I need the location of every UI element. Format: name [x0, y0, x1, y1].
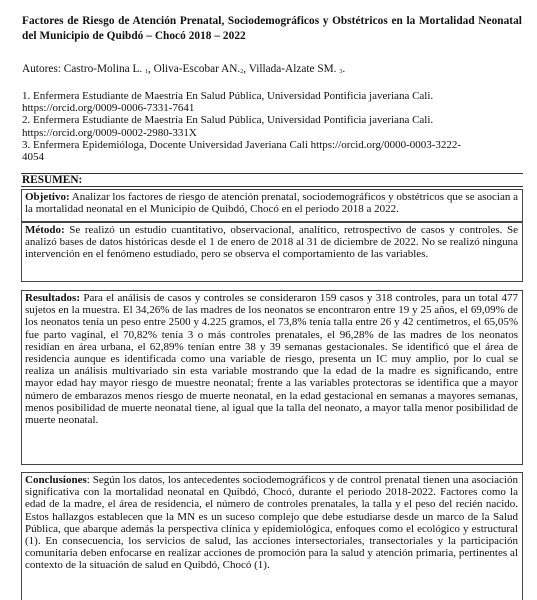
section-text: Se realizó un estudio cuantitativo, observacional, analítico, retrospectivo de casos y controles. Se analizó bases de datos históricas desde el 1 de enero de 2018 al 31 de diciembre de 2022. No se realizó ninguna intervención en el fenómeno estudiado, pero se observa el comportamiento de las variables.	[25, 224, 518, 261]
orcid-link-continuation: 4054	[22, 151, 44, 164]
orcid-link[interactable]: https://orcid.org/0009-0002-2980-331X	[22, 126, 197, 139]
metodo-box	[21, 222, 523, 282]
authors-line: Autores: Castro-Molina L. $_1$, Oliva-Escobar $AN._2$, Villada-Alzate SM. $_3$.	[22, 63, 346, 75]
section-label: Objetivo:	[25, 191, 70, 203]
author-name: Villada-Alzate SM.	[248, 63, 337, 75]
section-text: Analizar los factores de riesgo de atención prenatal, sociodemográficos y obstétricos que se asocian a la mortalidad neonatal en el Municipio de Quibdó, Chocó en el periodo 2018 a 2022.	[25, 191, 518, 216]
author-name: Castro-Molina L.	[63, 63, 143, 75]
paper-title: Factores de Riesgo de Atención Prenatal, Sociodemográficos y Obstétricos en la Mortalidad Neonatal del Municipio de Quibdó – Chocó 2018 – 2022	[22, 15, 522, 42]
section-label: Resultados:	[25, 292, 81, 304]
author-name: Oliva-Escobar AN.	[153, 63, 241, 75]
affiliation-item	[22, 90, 522, 114]
affiliations-list	[22, 90, 522, 163]
section-label: Método:	[25, 224, 65, 236]
affiliation-item	[22, 114, 522, 138]
author-affiliation-number: 2	[240, 69, 244, 75]
author-affiliation-number: 3	[339, 69, 343, 75]
author-affiliation-number: 1	[145, 69, 149, 75]
section-text: : Según los datos, los antecedentes sociodemográficos y de control prenatal tienen una asociación significativa con la mortalidad neonatal en Quibdó, Chocó, durante el periodo 2018-2022. Factores como la edad de la madre, el área de residencia, el número de controles prenatales, la talla y el peso del recién nacido. Estos hallazgos establecen que la MN es un suceso complejo que debe estudiarse desde un marco de la Salud Pública, que abarque además la perspectiva clínica y epidemiológica, enfoques como el ecológico y estructural (1). En consecuencia, los servicios de salud, las acciones intersectoriales, transectoriales y la participación comunitaria deben enfocarse en realizar acciones de promoción para la salud y atención primaria, pertinentes al contexto de la situación de salud en Quibdó, Chocó (1).	[25, 474, 518, 572]
objetivo-box	[21, 189, 523, 222]
section-text: Para el análisis de casos y controles se consideraron 159 casos y 318 controles, para un total 477 sujetos en la muestra. El 34,26% de las madres de los neonatos se encontraron entre 19 y 25 años, el 69,09% de los neonatos tenía un peso entre 2500 y 4.225 gramos, el 73,8% tenía talla entre 26 y 42 centímetros, el 65,05% fue parto vaginal, el 70,82% tenía 3 o más controles prenatales, el 96,28% de las madres de los neonatos residían en área urbana, el 62,89% tenían entre 38 y 39 semanas gestacionales. Se identificó que el área de residencia aunque es identificada como una variable de riesgo, presenta un IC muy amplio, por lo cual se realiza un análisis multivariado sin esta variable mostrando que la edad de la madre es significando, entre mayor edad hay mayor riesgo de muestre neonatal; frente a las variables protectoras se identifica que a mayor número de embarazos menos riesgo de muerte neonatal, en la edad gestacional en semanas a mayores semanas, menos posibilidad de muerte neonatal tiene, al igual que la talla del neonato, a mayor talla menor posibilidad de muerte neonatal.	[25, 292, 518, 427]
resultados-box	[21, 290, 523, 465]
affiliation-text: 3. Enfermera Epidemióloga, Docente Universidad Javeriana Cali https://orcid.org/0000-0003-3222-	[22, 138, 462, 151]
orcid-link[interactable]: https://orcid.org/0009-0006-7331-7641	[22, 102, 195, 115]
affiliation-item	[22, 139, 522, 163]
section-label: Conclusiones	[25, 474, 87, 486]
authors-label: Autores:	[22, 63, 61, 75]
affiliation-text: 2. Enfermera Estudiante de Maestría En Salud Pública, Universidad Pontificia javeriana Cali.	[22, 114, 434, 127]
affiliation-text: 1. Enfermera Estudiante de Maestría En Salud Pública, Universidad Pontificia javeriana Cali.	[22, 90, 434, 102]
conclusiones-box	[21, 472, 523, 600]
resumen-heading: RESUMEN:	[21, 173, 523, 187]
